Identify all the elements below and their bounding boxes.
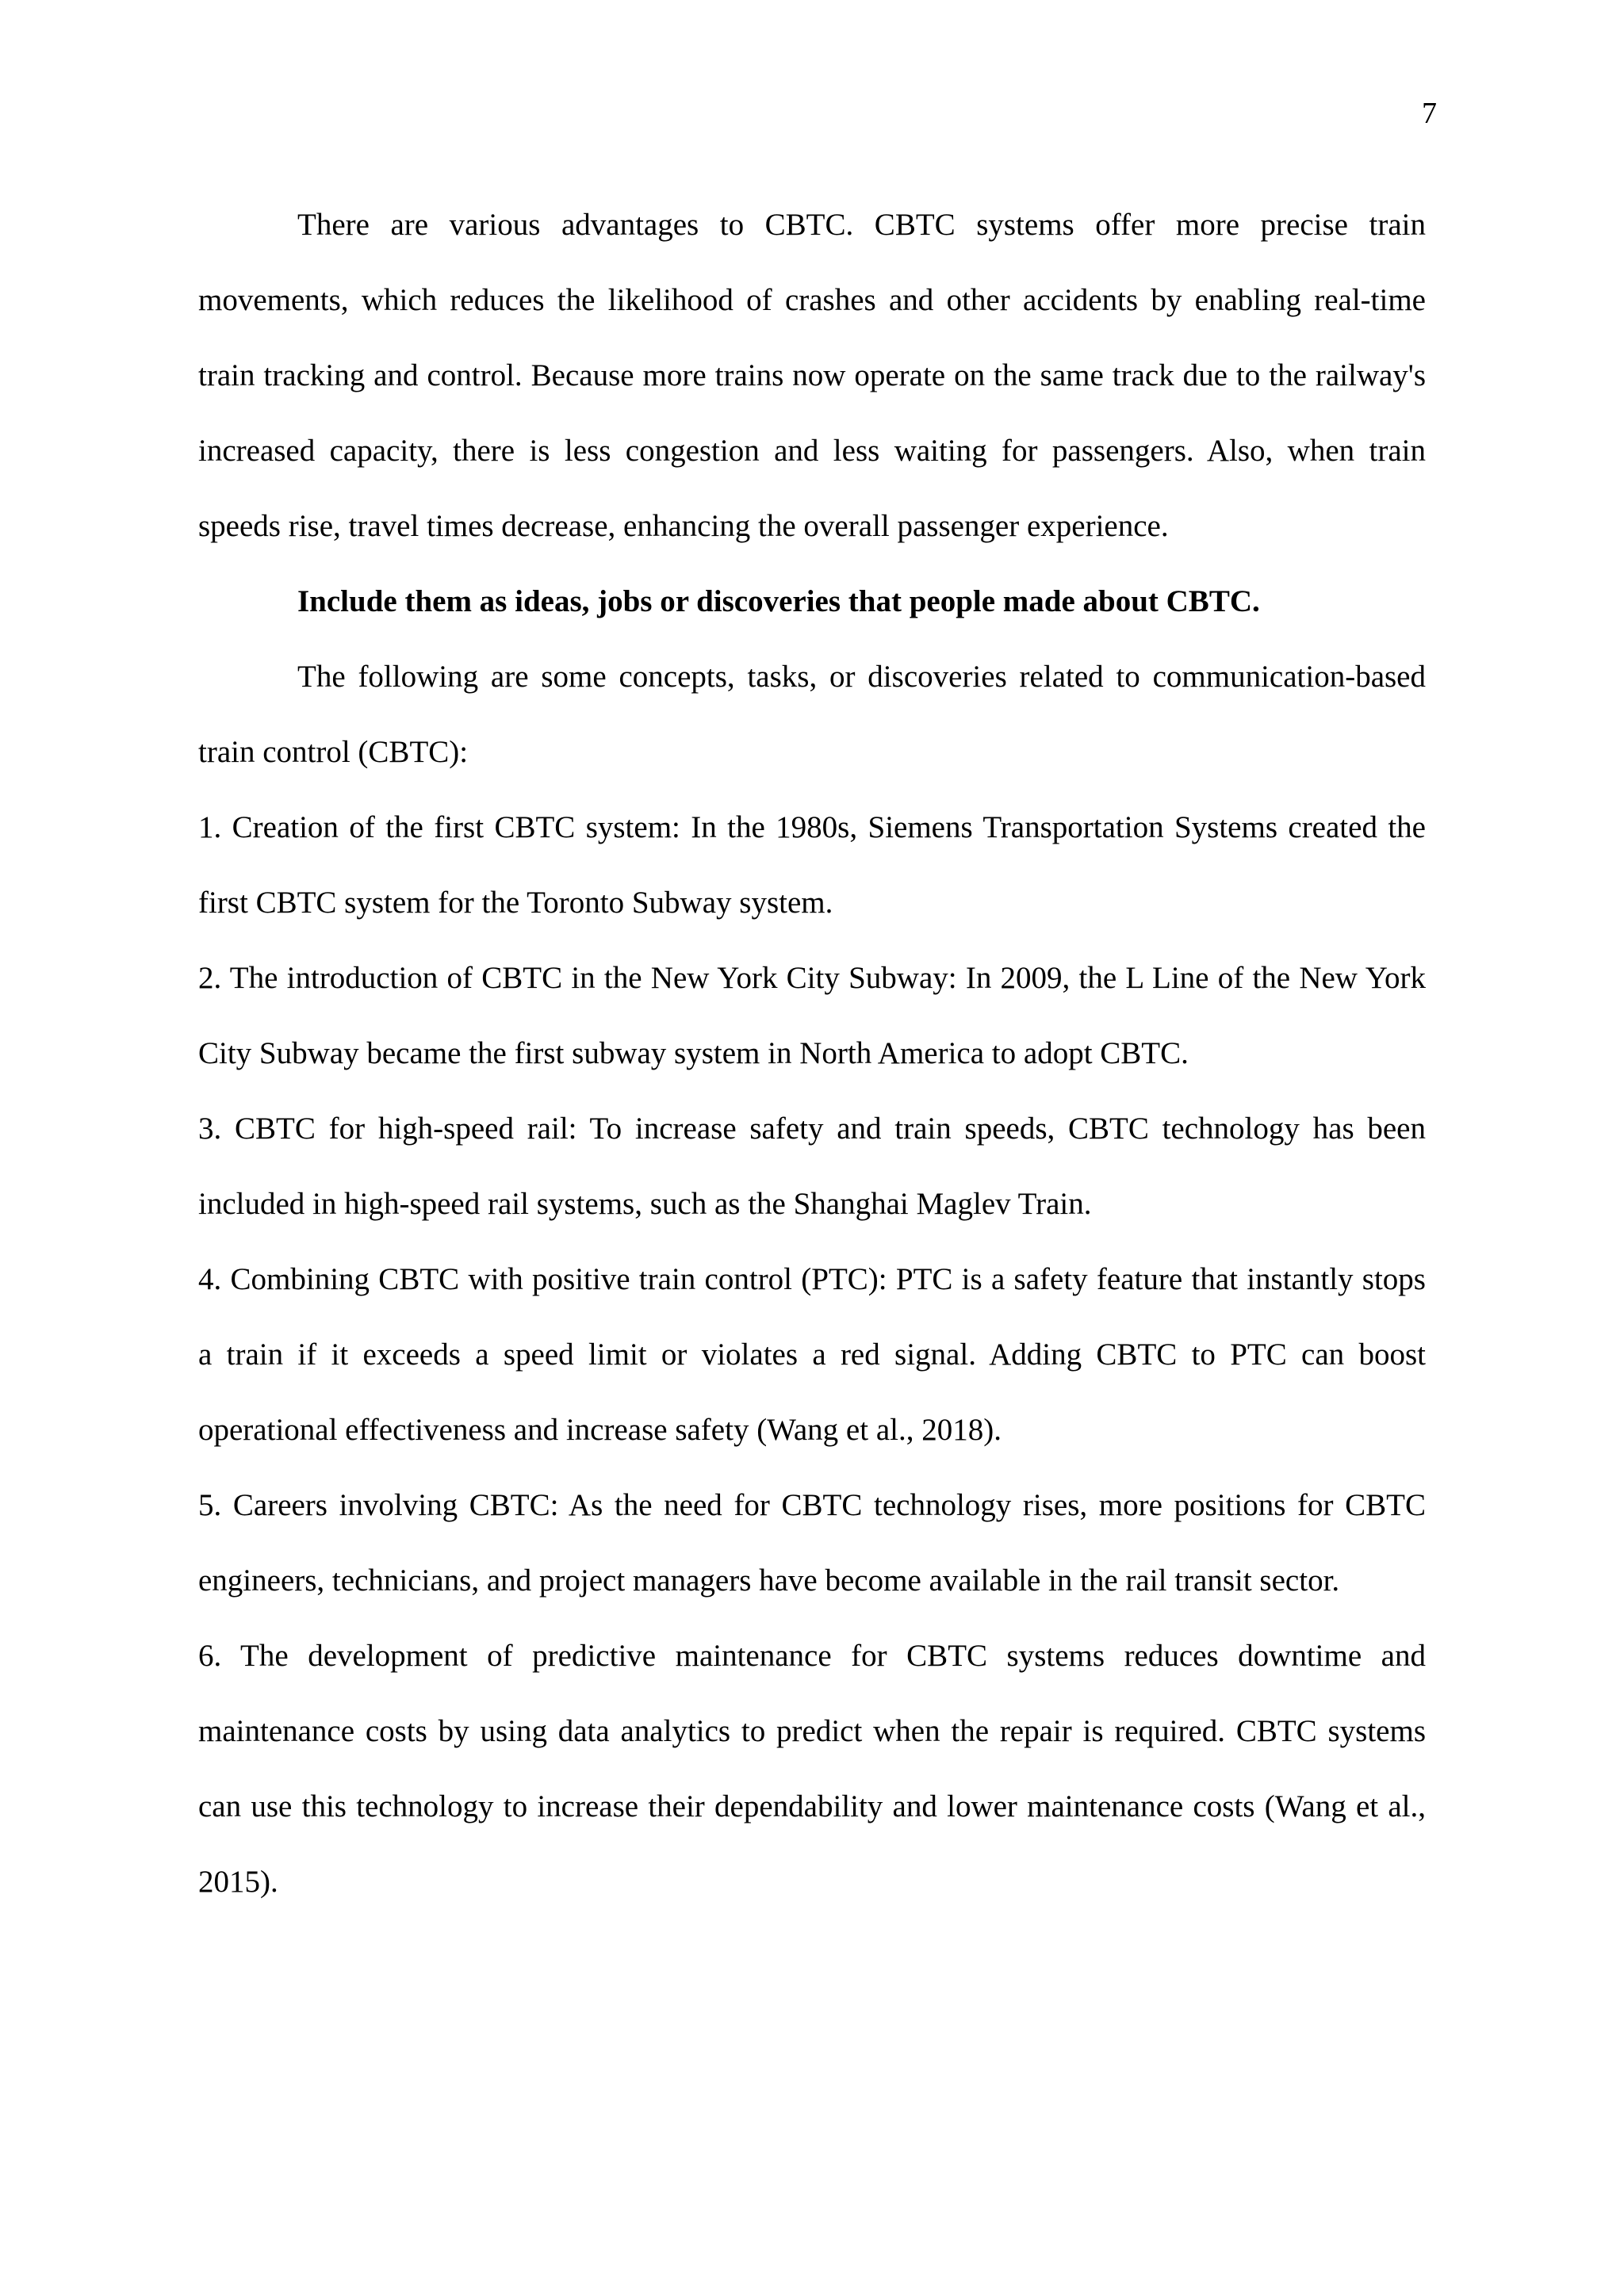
paragraph-cbtc-advantages: There are various advantages to CBTC. CBTC systems offer more precise train movements, which reduces the likelihood of crashes and other accidents by enabling real-time train tracking and control. Because more trains now operate on the same track due to the railway's increased capacity, there is less congestion and less waiting for passengers. Also, when train speeds rise, travel times decrease, enhancing the overall passenger experience.	[198, 208, 1426, 543]
document-body	[198, 187, 1426, 1919]
list-item: 2. The introduction of CBTC in the New York City Subway: In 2009, the L Line of the New York City Subway became the first subway system in North America to adopt CBTC.	[198, 961, 1426, 1070]
list-item: 3. CBTC for high-speed rail: To increase safety and train speeds, CBTC technology has been included in high-speed rail systems, such as the Shanghai Maglev Train.	[198, 1112, 1426, 1221]
paragraph-intro-list: The following are some concepts, tasks, or discoveries related to communication-based train control (CBTC):	[198, 660, 1426, 769]
list-item: 1. Creation of the first CBTC system: In the 1980s, Siemens Transportation Systems created the first CBTC system for the Toronto Subway system.	[198, 810, 1426, 920]
section-heading: Include them as ideas, jobs or discoveries that people made about CBTC.	[297, 584, 1260, 618]
list-item: 6. The development of predictive maintenance for CBTC systems reduces downtime and maintenance costs by using data analytics to predict when the repair is required. CBTC systems can use this technology to increase their dependability and lower maintenance costs (Wang et al., 2015).	[198, 1639, 1426, 1899]
list-item: 5. Careers involving CBTC: As the need for CBTC technology rises, more positions for CBTC engineers, technicians, and project managers have become available in the rail transit sector.	[198, 1488, 1426, 1598]
page-number: 7	[1422, 97, 1437, 130]
list-item: 4. Combining CBTC with positive train control (PTC): PTC is a safety feature that instantly stops a train if it exceeds a speed limit or violates a red signal. Adding CBTC to PTC can boost operational effectiveness and increase safety (Wang et al., 2018).	[198, 1262, 1426, 1447]
